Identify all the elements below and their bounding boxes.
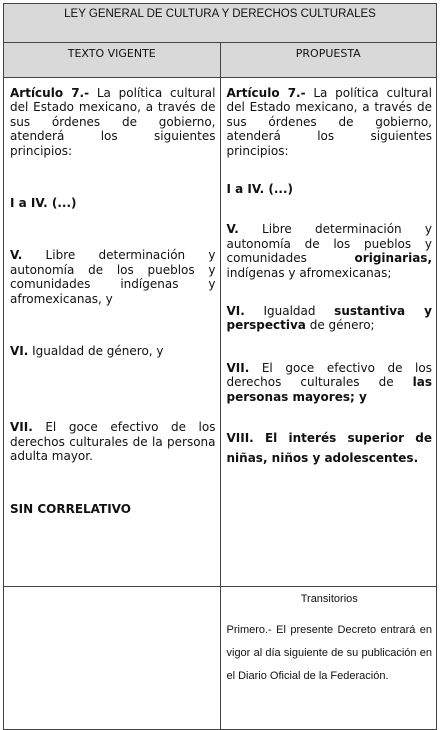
right-vi-emph: sustantiva y perspectiva: [226, 304, 432, 333]
transitorios-left-empty: [4, 587, 221, 730]
transitorios-text: Primero.- El presente Decreto entrará en vigor al día siguiente de su publicación en el Diario Oficial de la Federación.: [226, 624, 432, 682]
left-vii-label: VII.: [10, 420, 33, 435]
propuesta-cell: [220, 78, 437, 587]
left-sin-correlativo-text: SIN CORRELATIVO: [10, 501, 131, 516]
right-v-text1: Libre determinación y autonomía de los pueblos y comunidades: [226, 222, 432, 266]
right-art-label: Artículo 7.-: [226, 86, 306, 100]
left-art-text: La política cultural del Estado mexicano, a través de sus órdenes de gobierno, atenderá los siguientes principios:: [10, 86, 216, 158]
law-title: [4, 4, 437, 43]
transitorios-cell: [220, 587, 437, 730]
left-art-label: Artículo 7.-: [10, 86, 90, 100]
left-fraction-vi: [10, 344, 216, 358]
left-vi-label: VI.: [10, 344, 29, 359]
right-vii-text1: El goce efectivo de los derechos culturales de: [226, 360, 432, 390]
right-fraction-vii: [227, 361, 433, 404]
header-right-text: PROPUESTA: [295, 47, 361, 60]
right-i-iv: [227, 182, 433, 196]
right-i-iv-text: I a IV. (...): [226, 182, 294, 197]
right-vi-text2: de género;: [305, 318, 375, 333]
comparison-table: [3, 3, 437, 730]
right-viii-text: VIII. El interés superior de niñas, niños y adolescentes.: [226, 431, 432, 466]
law-title-text: LEY GENERAL DE CULTURA Y DERECHOS CULTURALES: [64, 8, 376, 20]
left-v-label: V.: [10, 248, 23, 263]
left-vii-text: El goce efectivo de los derechos culturales de la persona adulta mayor.: [10, 420, 216, 464]
header-texto-vigente: [4, 43, 221, 78]
left-sin-correlativo: [10, 502, 216, 516]
right-v-label: V.: [226, 222, 239, 237]
right-art-text: La política cultural del Estado mexicano, a través de sus órdenes de gobierno, atenderá los siguientes principios:: [226, 86, 432, 158]
right-fraction-vi: [227, 304, 433, 333]
right-vi-text1: Igualdad: [244, 304, 335, 319]
transitorios-title: Transitorios: [300, 593, 358, 605]
left-vi-text: Igualdad de género, y: [28, 344, 164, 359]
left-i-iv: [10, 196, 216, 210]
left-fraction-v: [10, 248, 216, 306]
right-vi-label: VI.: [226, 304, 245, 319]
header-propuesta: [220, 43, 437, 78]
texto-vigente-cell: [4, 78, 221, 587]
left-fraction-vii: [10, 420, 216, 463]
left-v-text: Libre determinación y autonomía de los pueblos y comunidades indígenas y afromexicanas, y: [10, 248, 216, 306]
right-vii-emph: las personas mayores; y: [226, 375, 432, 404]
header-left-text: TEXTO VIGENTE: [67, 47, 156, 60]
right-fraction-viii: [227, 428, 433, 468]
right-vii-label: VII.: [226, 360, 250, 375]
right-v-text2: indígenas y afromexicanas;: [226, 265, 392, 280]
right-article-7: [227, 86, 433, 158]
left-i-iv-text: I a IV. (...): [10, 196, 77, 211]
left-article-7: [10, 86, 216, 158]
right-fraction-v: [227, 222, 433, 280]
right-v-emph: originarias,: [354, 251, 432, 266]
